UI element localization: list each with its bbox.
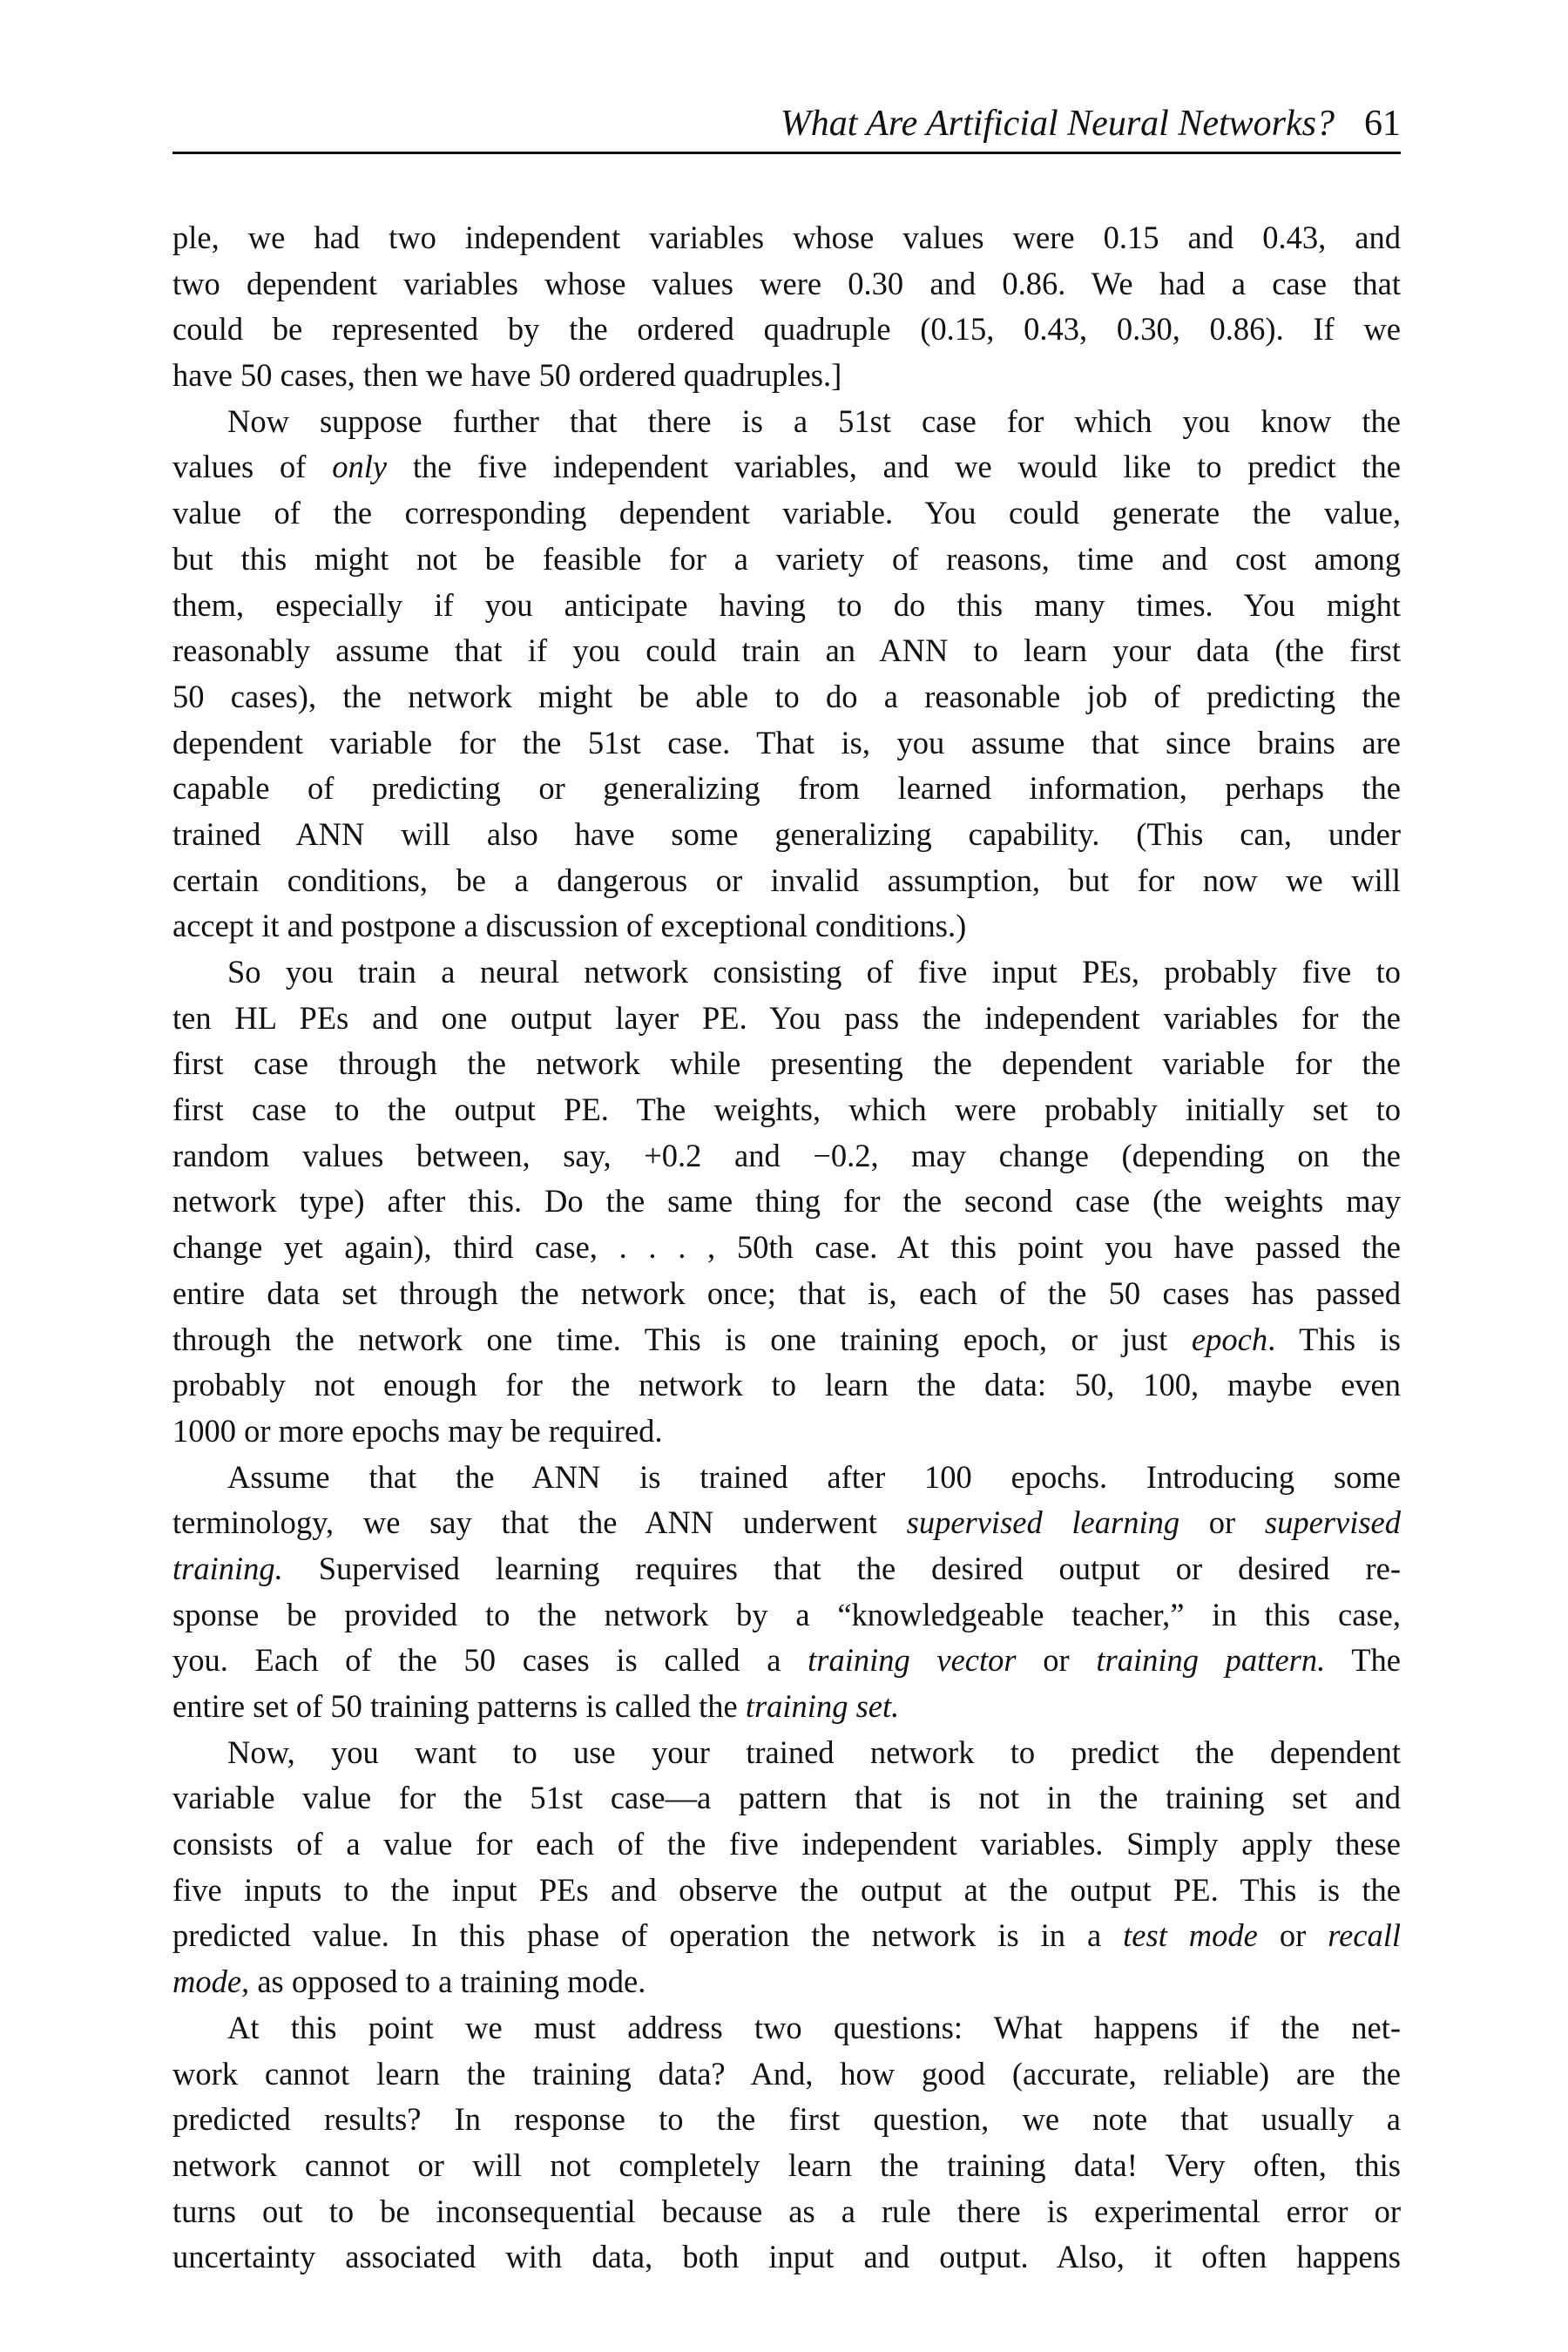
running-head (172, 103, 1401, 145)
text-line (172, 444, 1401, 490)
text-line (172, 1041, 1401, 1087)
text-line (172, 2189, 1401, 2235)
text-segment: dependent variable for the 51st case. That is, you assume that since brains are (172, 724, 1401, 760)
text-line (172, 996, 1401, 1042)
italic-term: epoch (1191, 1321, 1268, 1357)
text-segment: 50 cases), the network might be able to do a reasonable job of predicting the (172, 678, 1401, 714)
paragraph-first-line (172, 950, 1401, 996)
text-line (172, 215, 1401, 261)
italic-term: test mode (1123, 1917, 1258, 1954)
text-line (172, 812, 1401, 858)
italic-term: training pattern. (1096, 1642, 1326, 1679)
text-segment: reasonably assume that if you could train an ANN to learn your data (the first (172, 632, 1401, 669)
paragraph-first-line (172, 2005, 1401, 2051)
text-segment: them, especially if you anticipate having to do this many times. You might (172, 586, 1401, 623)
text-segment: probably not enough for the network to learn the data: 50, 100, maybe even (172, 1367, 1401, 1403)
text-segment: variable value for the 51st case—a pattern that is not in the training set and (172, 1780, 1401, 1816)
paragraph-first-line (172, 1730, 1401, 1776)
text-segment: the five independent variables, and we would like to predict the (387, 449, 1401, 485)
text-segment: certain conditions, be a dangerous or invalid assumption, but for now we will (172, 862, 1401, 898)
text-segment: through the network one time. This is one training epoch, or just (172, 1321, 1192, 1357)
text-segment: entire data set through the network once; that is, each of the 50 cases has passed (172, 1274, 1401, 1311)
text-line (172, 2051, 1401, 2098)
text-line (172, 1133, 1401, 1179)
text-segment: or (1179, 1504, 1265, 1541)
text-line (172, 1868, 1401, 1914)
text-segment: random values between, say, +0.2 and −0.2, may change (depending on the (172, 1137, 1401, 1173)
body-text (172, 215, 1401, 2281)
text-line (172, 1271, 1401, 1317)
text-line (172, 720, 1401, 767)
text-line (172, 1592, 1401, 1639)
text-line (172, 490, 1401, 537)
text-line (172, 1225, 1401, 1271)
text-line (172, 858, 1401, 904)
text-segment: So you train a neural network consisting of five input PEs, probably five to (227, 954, 1401, 990)
header-rule (172, 152, 1401, 154)
text-line (172, 1775, 1401, 1821)
text-line (172, 1362, 1401, 1409)
text-segment: have 50 cases, then we have 50 ordered quadruples.] (172, 357, 842, 394)
text-segment: entire set of 50 training patterns is called the (172, 1688, 746, 1724)
text-line (172, 1638, 1401, 1684)
text-segment: The (1325, 1642, 1401, 1679)
text-line (172, 628, 1401, 674)
text-line (172, 537, 1401, 583)
italic-term: supervised (1264, 1504, 1401, 1541)
text-line (172, 1913, 1401, 1959)
text-line (172, 766, 1401, 812)
text-segment: trained ANN will also have some generalizing capability. (This can, under (172, 815, 1401, 852)
text-line (172, 1087, 1401, 1133)
text-segment: or (1016, 1642, 1097, 1679)
text-segment: five inputs to the input PEs and observe the output at the output PE. This is the (172, 1871, 1401, 1908)
text-segment: or (1257, 1917, 1328, 1954)
text-segment: 1000 or more epochs may be required. (172, 1412, 663, 1449)
text-line (172, 1684, 1401, 1730)
text-segment: consists of a value for each of the five independent variables. Simply apply these (172, 1826, 1401, 1862)
page-number: 61 (1364, 104, 1401, 144)
text-segment: value of the corresponding dependent variable. You could generate the value, (172, 495, 1401, 531)
text-segment: ple, we had two independent variables whose values were 0.15 and 0.43, and (172, 220, 1401, 255)
chapter-title: What Are Artificial Neural Networks? (780, 104, 1335, 144)
text-segment: terminology, we say that the ANN underwent (172, 1504, 907, 1541)
italic-term: training. (172, 1550, 283, 1586)
text-segment: ten HL PEs and one output layer PE. You pass the independent variables for the (172, 999, 1401, 1036)
text-line (172, 1317, 1401, 1363)
text-segment: as opposed to a training mode. (249, 1963, 646, 2000)
text-segment: capable of predicting or generalizing from learned information, perhaps the (172, 770, 1401, 807)
italic-term: recall (1328, 1917, 1401, 1954)
text-segment: work cannot learn the training data? And, how good (accurate, reliable) are the (172, 2055, 1401, 2092)
text-line (172, 1500, 1401, 1546)
text-segment: first case to the output PE. The weights, which were probably initially set to (172, 1092, 1401, 1128)
text-segment: Now, you want to use your trained network to predict the dependent (227, 1734, 1401, 1770)
text-line (172, 307, 1401, 353)
text-line (172, 1409, 1401, 1455)
text-line (172, 903, 1401, 950)
italic-term: only (332, 449, 388, 485)
text-segment: network cannot or will not completely learn the training data! Very often, this (172, 2146, 1401, 2183)
italic-term: training set. (745, 1688, 900, 1724)
text-segment: network type) after this. Do the same thing for the second case (the weights may (172, 1183, 1401, 1220)
text-segment: sponse be provided to the network by a “knowledgeable teacher,” in this case, (172, 1596, 1401, 1632)
text-line (172, 674, 1401, 720)
text-segment: could be represented by the ordered quadruple (0.15, 0.43, 0.30, 0.86). If we (172, 311, 1401, 348)
text-segment: predicted value. In this phase of operation the network is in a (172, 1917, 1124, 1954)
text-segment: but this might not be feasible for a variety of reasons, time and cost among (172, 540, 1401, 577)
paragraph-first-line (172, 399, 1401, 445)
text-segment: you. Each of the 50 cases is called a (172, 1642, 808, 1679)
text-line (172, 583, 1401, 629)
text-segment: Now suppose further that there is a 51st case for which you know the (227, 402, 1401, 439)
text-segment: predicted results? In response to the first question, we note that usually a (172, 2101, 1401, 2138)
italic-term: training vector (808, 1642, 1017, 1679)
text-line (172, 353, 1401, 399)
text-line (172, 2234, 1401, 2281)
text-segment: first case through the network while presenting the dependent variable for the (172, 1045, 1401, 1082)
text-line (172, 1821, 1401, 1868)
text-segment: At this point we must address two questions: What happens if the net- (227, 2009, 1401, 2045)
text-segment: Assume that the ANN is trained after 100 epochs. Introducing some (227, 1458, 1401, 1495)
text-line (172, 1959, 1401, 2005)
text-line (172, 1179, 1401, 1225)
text-line (172, 2097, 1401, 2143)
text-segment: uncertainty associated with data, both input and output. Also, it often happens (172, 2239, 1401, 2275)
text-segment: two dependent variables whose values were 0.30 and 0.86. We had a case that (172, 265, 1401, 301)
text-segment: Supervised learning requires that the desired output or desired re- (282, 1550, 1401, 1586)
text-segment: accept it and postpone a discussion of exceptional conditions.) (172, 908, 967, 944)
italic-term: supervised learning (906, 1504, 1180, 1541)
text-segment: turns out to be inconsequential because as a rule there is experimental error or (172, 2193, 1401, 2229)
text-segment: values of (172, 449, 333, 485)
text-segment: . This is (1267, 1321, 1401, 1357)
italic-term: mode, (172, 1963, 250, 2000)
paragraph-first-line (172, 1455, 1401, 1501)
text-line (172, 2143, 1401, 2189)
text-line (172, 261, 1401, 308)
text-segment: change yet again), third case, . . . , 50th case. At this point you have passed the (172, 1229, 1401, 1266)
text-line (172, 1546, 1401, 1592)
